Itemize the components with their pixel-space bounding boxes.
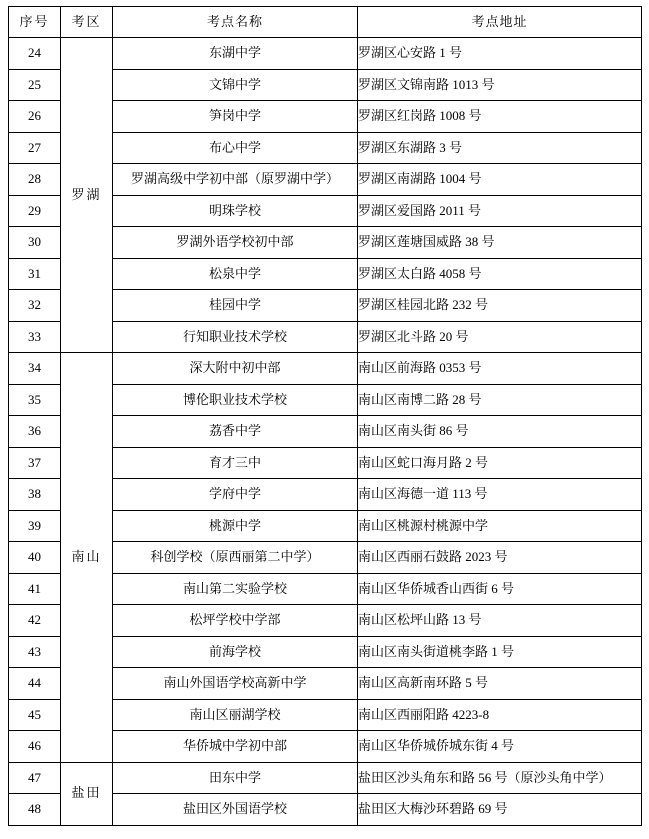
cell-site-address: 南山区西丽阳路 4223-8 (358, 699, 642, 731)
cell-site-address: 南山区高新南环路 5 号 (358, 668, 642, 700)
cell-site-name: 桃源中学 (113, 510, 358, 542)
cell-site-name: 南山第二实验学校 (113, 573, 358, 605)
cell-no: 28 (9, 164, 61, 196)
cell-no: 33 (9, 321, 61, 353)
exam-sites-table (8, 6, 642, 826)
column-header-address: 考点地址 (358, 7, 642, 38)
cell-no: 47 (9, 762, 61, 794)
cell-site-address: 罗湖区文锦南路 1013 号 (358, 69, 642, 101)
cell-site-name: 学府中学 (113, 479, 358, 511)
cell-district: 罗湖 (61, 38, 113, 353)
cell-no: 41 (9, 573, 61, 605)
cell-site-address: 罗湖区心安路 1 号 (358, 38, 642, 70)
cell-site-address: 罗湖区爱国路 2011 号 (358, 195, 642, 227)
column-header-name: 考点名称 (113, 7, 358, 38)
cell-no: 26 (9, 101, 61, 133)
table-row (9, 353, 642, 385)
cell-no: 42 (9, 605, 61, 637)
cell-site-address: 南山区华侨城侨城东街 4 号 (358, 731, 642, 763)
cell-site-name: 松坪学校中学部 (113, 605, 358, 637)
cell-no: 38 (9, 479, 61, 511)
table-header-row (9, 7, 642, 38)
cell-no: 32 (9, 290, 61, 322)
cell-no: 30 (9, 227, 61, 259)
cell-no: 44 (9, 668, 61, 700)
cell-site-name: 笋岗中学 (113, 101, 358, 133)
cell-no: 25 (9, 69, 61, 101)
column-header-district: 考区 (61, 7, 113, 38)
cell-site-address: 盐田区大梅沙环碧路 69 号 (358, 794, 642, 826)
cell-site-address: 罗湖区红岗路 1008 号 (358, 101, 642, 133)
cell-site-address: 罗湖区东湖路 3 号 (358, 132, 642, 164)
cell-no: 35 (9, 384, 61, 416)
cell-no: 27 (9, 132, 61, 164)
cell-no: 48 (9, 794, 61, 826)
cell-site-address: 罗湖区莲塘国威路 38 号 (358, 227, 642, 259)
cell-site-address: 南山区南头街 86 号 (358, 416, 642, 448)
cell-site-address: 罗湖区桂园北路 232 号 (358, 290, 642, 322)
cell-no: 45 (9, 699, 61, 731)
cell-site-address: 南山区桃源村桃源中学 (358, 510, 642, 542)
cell-site-name: 松泉中学 (113, 258, 358, 290)
cell-district: 盐田 (61, 762, 113, 825)
cell-site-name: 南山外国语学校高新中学 (113, 668, 358, 700)
cell-site-name: 明珠学校 (113, 195, 358, 227)
cell-site-name: 东湖中学 (113, 38, 358, 70)
cell-no: 40 (9, 542, 61, 574)
cell-site-name: 博伦职业技术学校 (113, 384, 358, 416)
cell-site-name: 罗湖外语学校初中部 (113, 227, 358, 259)
cell-site-address: 南山区南头街道桃李路 1 号 (358, 636, 642, 668)
cell-site-name: 前海学校 (113, 636, 358, 668)
cell-site-name: 南山区丽湖学校 (113, 699, 358, 731)
cell-site-address: 南山区华侨城香山西街 6 号 (358, 573, 642, 605)
table-row (9, 762, 642, 794)
cell-site-name: 行知职业技术学校 (113, 321, 358, 353)
cell-site-name: 荔香中学 (113, 416, 358, 448)
cell-site-name: 深大附中初中部 (113, 353, 358, 385)
cell-no: 29 (9, 195, 61, 227)
cell-no: 43 (9, 636, 61, 668)
cell-site-name: 盐田区外国语学校 (113, 794, 358, 826)
cell-site-address: 盐田区沙头角东和路 56 号（原沙头角中学） (358, 762, 642, 794)
cell-site-name: 科创学校（原西丽第二中学） (113, 542, 358, 574)
cell-site-name: 田东中学 (113, 762, 358, 794)
cell-site-name: 文锦中学 (113, 69, 358, 101)
column-header-no: 序号 (9, 7, 61, 38)
cell-no: 36 (9, 416, 61, 448)
cell-no: 34 (9, 353, 61, 385)
table-row (9, 38, 642, 70)
cell-site-address: 南山区西丽石鼓路 2023 号 (358, 542, 642, 574)
cell-no: 37 (9, 447, 61, 479)
cell-site-address: 南山区松坪山路 13 号 (358, 605, 642, 637)
cell-no: 39 (9, 510, 61, 542)
cell-site-name: 桂园中学 (113, 290, 358, 322)
cell-site-address: 南山区海德一道 113 号 (358, 479, 642, 511)
cell-site-name: 布心中学 (113, 132, 358, 164)
cell-site-address: 南山区前海路 0353 号 (358, 353, 642, 385)
table-body (9, 38, 642, 826)
cell-site-address: 罗湖区太白路 4058 号 (358, 258, 642, 290)
cell-site-address: 罗湖区北斗路 20 号 (358, 321, 642, 353)
cell-no: 46 (9, 731, 61, 763)
cell-site-address: 罗湖区南湖路 1004 号 (358, 164, 642, 196)
cell-site-name: 育才三中 (113, 447, 358, 479)
cell-site-name: 华侨城中学初中部 (113, 731, 358, 763)
cell-site-address: 南山区南博二路 28 号 (358, 384, 642, 416)
cell-site-address: 南山区蛇口海月路 2 号 (358, 447, 642, 479)
cell-site-name: 罗湖高级中学初中部（原罗湖中学） (113, 164, 358, 196)
table-header (9, 7, 642, 38)
cell-district: 南山 (61, 353, 113, 763)
cell-no: 24 (9, 38, 61, 70)
cell-no: 31 (9, 258, 61, 290)
